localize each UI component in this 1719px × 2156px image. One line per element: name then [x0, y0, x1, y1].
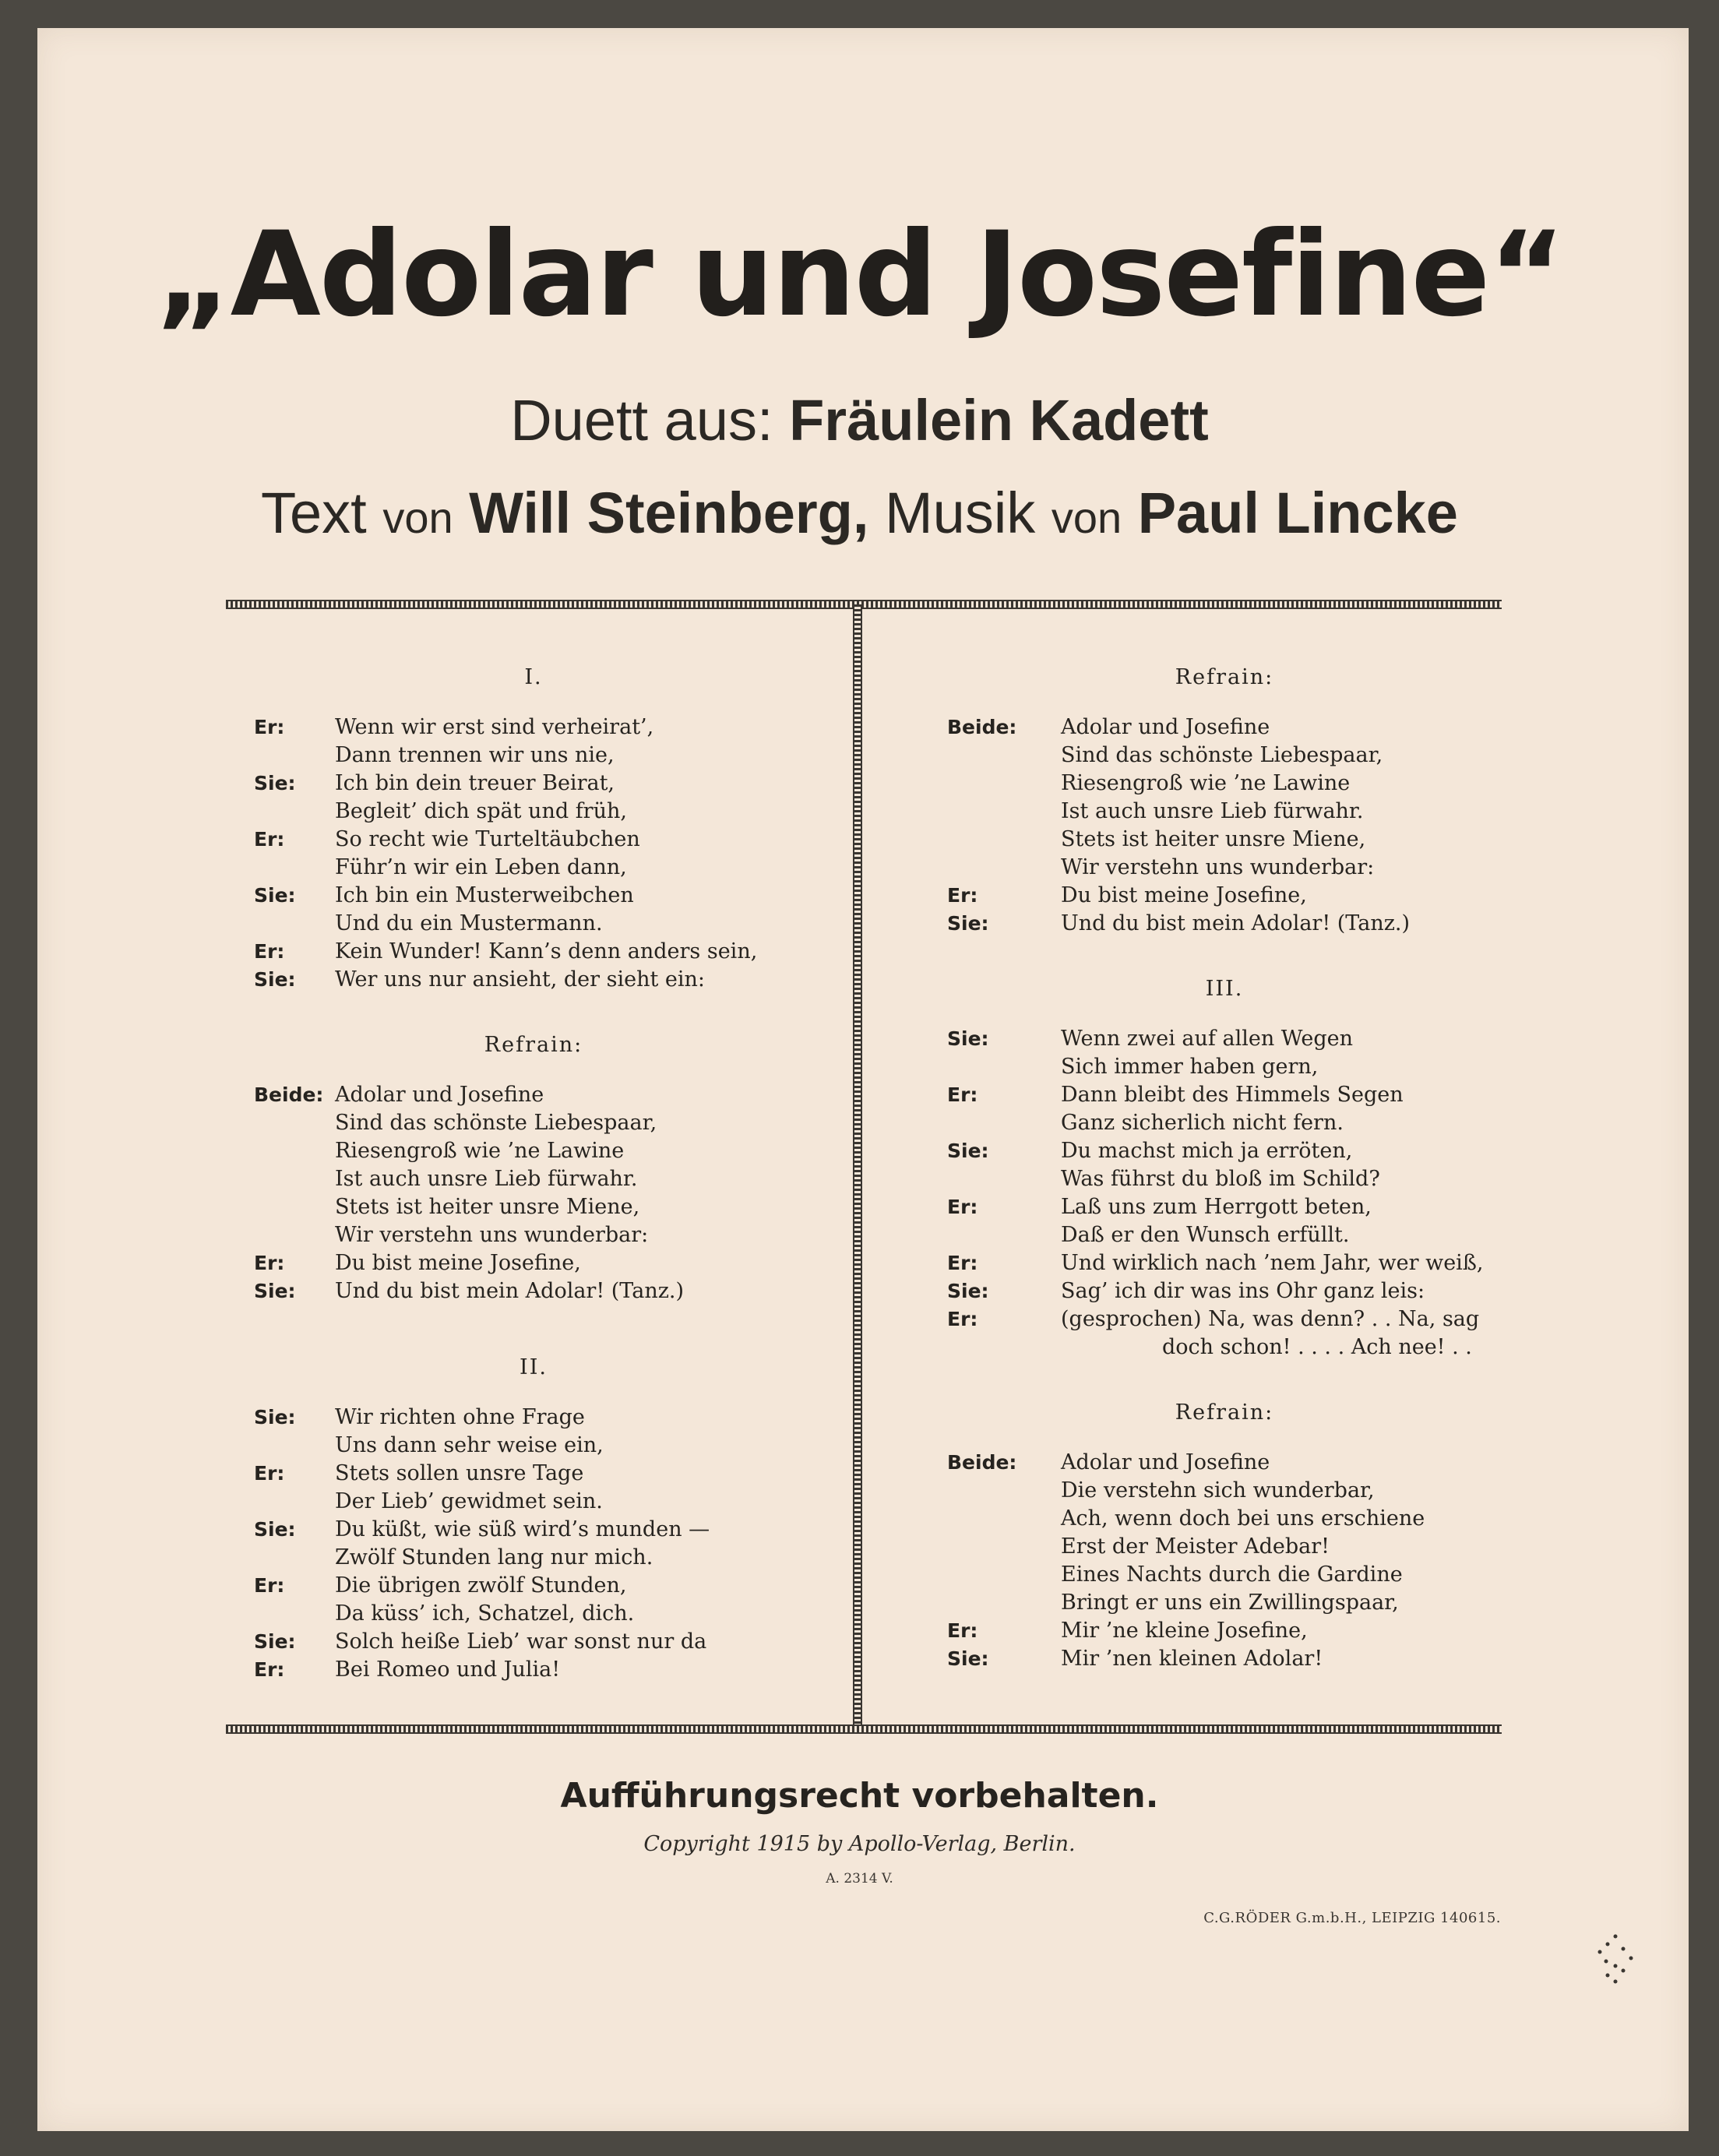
credits-musik-label: Musik — [885, 481, 1036, 545]
lyric-text: Sind das schönste Liebespaar, — [1061, 743, 1383, 767]
lyric-line — [226, 1432, 841, 1460]
lyric-line — [944, 854, 1505, 882]
lyric-text: Mir ’ne kleine Josefine, — [1061, 1619, 1308, 1643]
lyric-text: Uns dann sehr weise ein, — [335, 1433, 604, 1457]
speaker-label — [944, 1505, 1061, 1533]
lyric-text: Wer uns nur ansieht, der sieht ein: — [335, 967, 706, 992]
speaker-label: Sie: — [254, 1280, 296, 1302]
speaker-label: Sie: — [254, 884, 296, 907]
lyric-text: Du bist meine Josefine, — [1061, 883, 1307, 907]
lyric-line — [944, 798, 1505, 826]
lyric-text: Ganz sicherlich nicht fern. — [1061, 1111, 1344, 1135]
lyric-line — [226, 966, 841, 994]
lyric-line — [226, 1081, 841, 1109]
speaker-label — [226, 1221, 335, 1249]
lyric-line — [226, 1137, 841, 1165]
lyric-line — [944, 1645, 1505, 1673]
lyric-line — [944, 1589, 1505, 1617]
speaker-label: Sie: — [254, 968, 296, 991]
lyric-line — [226, 1600, 841, 1628]
lyric-line — [226, 910, 841, 938]
speaker-label — [944, 798, 1061, 826]
verse-heading: II. — [520, 1355, 548, 1379]
subtitle-work: Fräulein Kadett — [789, 388, 1209, 453]
speaker-label: Sie: — [947, 1140, 989, 1162]
lyric-text: Eines Nachts durch die Gardine — [1061, 1562, 1403, 1587]
lyric-text: Laß uns zum Herrgott beten, — [1061, 1195, 1372, 1219]
lyric-line — [226, 1221, 841, 1249]
speaker-label — [226, 1488, 335, 1516]
lyric-line — [226, 1656, 841, 1684]
lyric-line — [944, 1533, 1505, 1561]
lyric-text: doch schon! . . . . Ach nee! . . — [1162, 1335, 1472, 1359]
song-title: „Adolar und Josefine“ — [155, 207, 1564, 343]
lyric-text: Ist auch unsre Lieb fürwahr. — [335, 1167, 638, 1191]
refrain-2 — [944, 713, 1505, 938]
lyric-line — [226, 1572, 841, 1600]
lyric-text: Stets ist heiter unsre Miene, — [335, 1195, 640, 1219]
lyric-text: Stets sollen unsre Tage — [335, 1461, 584, 1485]
composer-name: Paul Lincke — [1137, 481, 1458, 545]
lyric-text: Sind das schönste Liebespaar, — [335, 1111, 657, 1135]
lyric-line — [944, 1617, 1505, 1645]
speaker-label: Er: — [947, 884, 978, 907]
lyric-line — [226, 826, 841, 854]
copyright-notice: Copyright 1915 by Apollo-Verlag, Berlin. — [643, 1832, 1076, 1856]
speaker-label — [226, 1544, 335, 1572]
lyric-text: Dann bleibt des Himmels Segen — [1061, 1083, 1404, 1107]
speaker-label: Sie: — [947, 912, 989, 935]
lyric-text: Sich immer haben gern, — [1061, 1055, 1319, 1079]
lyricist-name: Will Steinberg, — [469, 481, 869, 545]
catalog-code: A. 2314 V. — [826, 1871, 893, 1886]
speaker-label: Beide: — [947, 716, 1017, 738]
lyric-text: Stets ist heiter unsre Miene, — [1061, 827, 1366, 851]
lyric-line — [226, 882, 841, 910]
speaker-label: Er: — [254, 1658, 285, 1681]
lyric-text: So recht wie Turteltäubchen — [335, 827, 640, 851]
lyric-text: Begleit’ dich spät und früh, — [335, 799, 627, 823]
lyric-text: Zwölf Stunden lang nur mich. — [335, 1545, 653, 1569]
lyric-line — [944, 826, 1505, 854]
lyric-text: Bei Romeo und Julia! — [335, 1658, 561, 1682]
credits-text-label: Text — [261, 481, 367, 545]
lyric-text: Riesengroß wie ’ne Lawine — [1061, 771, 1351, 795]
speaker-label: Beide: — [947, 1451, 1017, 1474]
speaker-label: Sie: — [254, 772, 296, 794]
lyric-line — [944, 1025, 1505, 1053]
lyric-line — [944, 1165, 1505, 1193]
lyric-line — [944, 882, 1505, 910]
lyric-line — [944, 1333, 1505, 1362]
refrain-heading: Refrain: — [1175, 1400, 1274, 1425]
lyric-line — [226, 1249, 841, 1277]
lyric-line — [944, 1137, 1505, 1165]
lyric-text: Mir ’nen kleinen Adolar! — [1061, 1647, 1323, 1671]
lyric-line — [944, 1477, 1505, 1505]
lyric-text: Was führst du bloß im Schild? — [1061, 1167, 1380, 1191]
speaker-label — [226, 854, 335, 882]
credits-von-1: von — [382, 493, 453, 542]
lyric-line — [226, 1277, 841, 1305]
speaker-label: Er: — [947, 1308, 978, 1330]
ornamental-rule-bottom — [226, 1724, 1502, 1734]
lyric-line — [226, 770, 841, 798]
left-column — [226, 664, 841, 1684]
lyric-text: Dann trennen wir uns nie, — [335, 743, 615, 767]
lyric-text: Und wirklich nach ’nem Jahr, wer weiß, — [1061, 1251, 1484, 1275]
lyric-line — [226, 1460, 841, 1488]
speaker-label: Er: — [947, 1196, 978, 1218]
refrain-3 — [944, 1449, 1505, 1673]
ornamental-column-divider — [853, 604, 862, 1726]
speaker-label — [226, 1109, 335, 1137]
speaker-label — [944, 1533, 1061, 1561]
lyric-line — [226, 1544, 841, 1572]
lyric-text: Kein Wunder! Kann’s denn anders sein, — [335, 939, 758, 964]
speaker-label: Sie: — [254, 1630, 296, 1653]
verse-2 — [226, 1404, 841, 1684]
lyric-text: Die übrigen zwölf Stunden, — [335, 1573, 627, 1598]
lyric-text: Adolar und Josefine — [335, 1083, 544, 1107]
speaker-label — [944, 1053, 1061, 1081]
speaker-label — [944, 1109, 1061, 1137]
speaker-label — [226, 742, 335, 770]
printer-imprint: C.G.RÖDER G.m.b.H., LEIPZIG 140615. — [1203, 1910, 1501, 1926]
credits-von-2: von — [1051, 493, 1122, 542]
lyric-text: Ach, wenn doch bei uns erschiene — [1061, 1506, 1425, 1531]
lyric-text: Da küss’ ich, Schatzel, dich. — [335, 1601, 635, 1626]
lyric-text: Führ’n wir ein Leben dann, — [335, 855, 627, 879]
lyric-text: Erst der Meister Adebar! — [1061, 1534, 1330, 1559]
lyric-line — [226, 1109, 841, 1137]
speaker-label: Beide: — [254, 1083, 324, 1106]
lyric-line — [944, 1109, 1505, 1137]
lyric-text: Wir richten ohne Frage — [335, 1405, 585, 1429]
speaker-label: Er: — [947, 1252, 978, 1274]
speaker-label: Er: — [254, 828, 285, 851]
lyric-text: Wir verstehn uns wunderbar: — [1061, 855, 1375, 879]
lyric-text: Wenn zwei auf allen Wegen — [1061, 1027, 1353, 1051]
credits — [0, 481, 1719, 545]
speaker-label — [226, 1432, 335, 1460]
lyric-line — [226, 1516, 841, 1544]
lyric-line — [944, 1221, 1505, 1249]
lyric-line — [944, 910, 1505, 938]
lyric-line — [944, 713, 1505, 742]
lyric-line — [944, 770, 1505, 798]
speaker-label: Sie: — [947, 1027, 989, 1050]
speaker-label: Sie: — [947, 1280, 989, 1302]
speaker-label: Er: — [947, 1083, 978, 1106]
speaker-label — [944, 742, 1061, 770]
speaker-label: Er: — [254, 1252, 285, 1274]
lyric-text: Und du bist mein Adolar! (Tanz.) — [335, 1279, 685, 1303]
lyric-line — [944, 1193, 1505, 1221]
speaker-label — [944, 826, 1061, 854]
lyric-text: Solch heiße Lieb’ war sonst nur da — [335, 1629, 707, 1654]
lyric-text: Adolar und Josefine — [1061, 1450, 1270, 1474]
lyric-text: Ich bin dein treuer Beirat, — [335, 771, 615, 795]
speaker-label — [226, 1165, 335, 1193]
speaker-label — [226, 1137, 335, 1165]
lyric-line — [944, 1449, 1505, 1477]
refrain-1 — [226, 1081, 841, 1305]
lyric-text: Bringt er uns ein Zwillingspaar, — [1061, 1591, 1399, 1615]
lyric-text: Der Lieb’ gewidmet sein. — [335, 1489, 603, 1513]
lyric-text: Und du ein Mustermann. — [335, 911, 603, 935]
speaker-label — [226, 910, 335, 938]
speaker-label — [226, 1600, 335, 1628]
lyric-text: Du machst mich ja erröten, — [1061, 1139, 1353, 1163]
lyric-line — [226, 938, 841, 966]
speaker-label — [944, 1221, 1061, 1249]
verse-1 — [226, 713, 841, 994]
ornamental-rule-top — [226, 600, 1502, 609]
speaker-label: Sie: — [254, 1518, 296, 1541]
speaker-label: Er: — [947, 1619, 978, 1642]
lyric-line — [944, 1505, 1505, 1533]
verse-heading: I. — [524, 665, 543, 689]
lyric-text: Ist auch unsre Lieb fürwahr. — [1061, 799, 1364, 823]
lyric-line — [226, 1628, 841, 1656]
lyric-text: Du bist meine Josefine, — [335, 1251, 581, 1275]
verse-heading: III. — [1205, 977, 1244, 1001]
subtitle-prefix: Duett aus: — [510, 388, 773, 453]
speaker-label: Er: — [254, 1574, 285, 1597]
speaker-label — [226, 798, 335, 826]
lyric-line — [226, 1404, 841, 1432]
perforation-marks — [1592, 1932, 1639, 1986]
lyric-line — [226, 742, 841, 770]
lyric-line — [944, 1053, 1505, 1081]
lyric-line — [226, 1488, 841, 1516]
lyric-text: Und du bist mein Adolar! (Tanz.) — [1061, 911, 1411, 935]
lyric-text: Du küßt, wie süß wird’s munden — — [335, 1517, 710, 1541]
lyric-text: Ich bin ein Musterweibchen — [335, 883, 634, 907]
lyric-text: Sag’ ich dir was ins Ohr ganz leis: — [1061, 1279, 1425, 1303]
refrain-heading: Refrain: — [1175, 665, 1274, 689]
lyric-line — [944, 1561, 1505, 1589]
speaker-label: Er: — [254, 940, 285, 963]
lyric-line — [226, 798, 841, 826]
lyric-line — [226, 713, 841, 742]
subtitle — [0, 388, 1719, 453]
lyric-line — [944, 1249, 1505, 1277]
lyric-text: Daß er den Wunsch erfüllt. — [1061, 1223, 1350, 1247]
right-column — [944, 664, 1505, 1673]
speaker-label — [944, 1589, 1061, 1617]
lyric-line — [944, 742, 1505, 770]
lyric-text: Adolar und Josefine — [1061, 715, 1270, 739]
lyric-line — [226, 1193, 841, 1221]
lyric-line — [944, 1305, 1505, 1333]
speaker-label — [944, 770, 1061, 798]
speaker-label: Er: — [254, 716, 285, 738]
performance-rights-notice: Aufführungsrecht vorbehalten. — [560, 1776, 1159, 1816]
speaker-label — [944, 854, 1061, 882]
lyric-text: (gesprochen) Na, was denn? . . Na, sag — [1061, 1307, 1480, 1331]
lyric-text: Wir verstehn uns wunderbar: — [335, 1223, 649, 1247]
lyric-text: Die verstehn sich wunderbar, — [1061, 1478, 1375, 1503]
speaker-label — [944, 1561, 1061, 1589]
speaker-label — [944, 1165, 1061, 1193]
speaker-label: Sie: — [947, 1647, 989, 1670]
lyric-line — [226, 854, 841, 882]
speaker-label — [944, 1477, 1061, 1505]
lyric-line — [944, 1277, 1505, 1305]
lyric-text: Riesengroß wie ’ne Lawine — [335, 1139, 625, 1163]
lyric-text: Wenn wir erst sind verheirat’, — [335, 715, 654, 739]
speaker-label: Er: — [254, 1462, 285, 1485]
refrain-heading: Refrain: — [484, 1033, 583, 1057]
lyric-line — [226, 1165, 841, 1193]
verse-3 — [944, 1025, 1505, 1333]
lyric-line — [944, 1081, 1505, 1109]
speaker-label — [226, 1193, 335, 1221]
speaker-label: Sie: — [254, 1406, 296, 1429]
